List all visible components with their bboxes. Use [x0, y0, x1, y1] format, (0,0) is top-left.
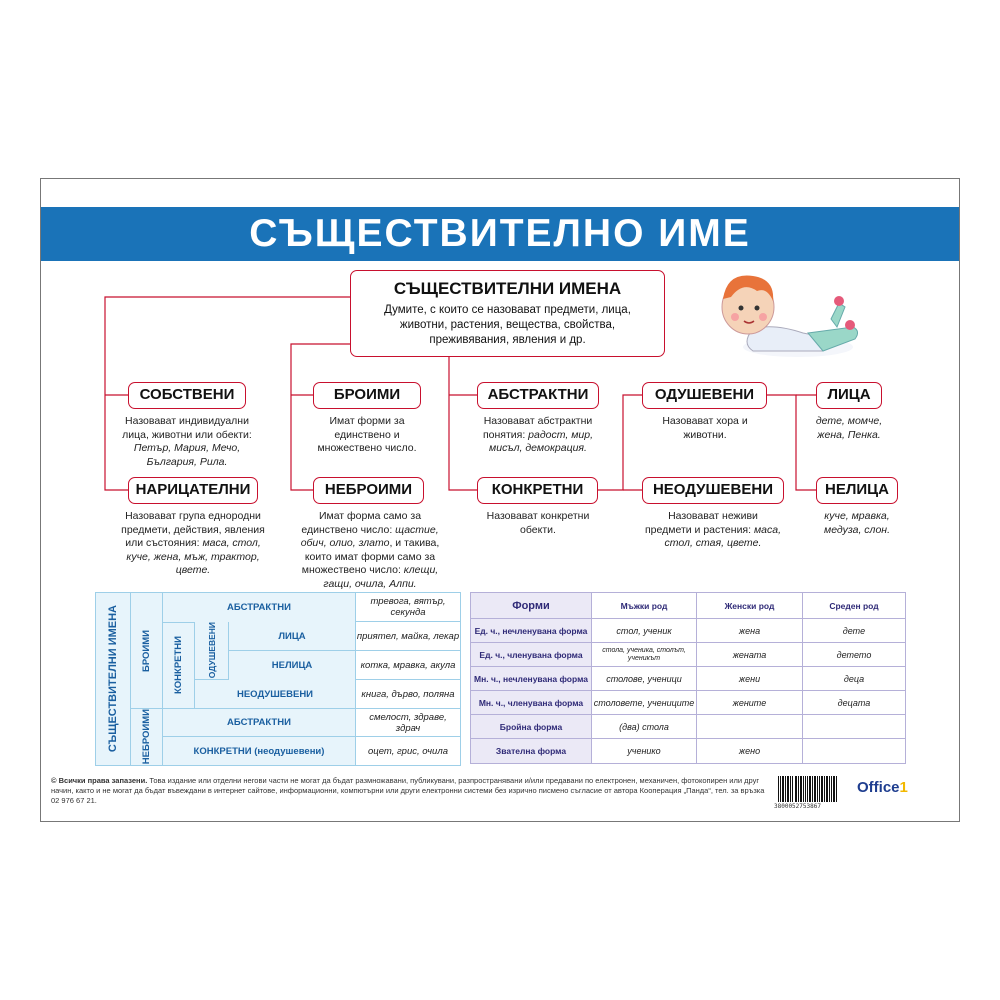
- main-definition-box: [350, 270, 665, 357]
- category-odusheveni: ОДУШЕВЕНИ: [642, 382, 767, 409]
- table2-row-label: Мн. ч., членувана форма: [471, 691, 592, 715]
- desc-nebroimi: Имат форма само за единствено число: щастие, обич, олио, злато, и такива, които имат форми само за множествено число: клещи, гащи, очила, Алпи.: [300, 510, 440, 590]
- table2-cell: дете: [803, 619, 905, 643]
- category-konkretni: КОНКРЕТНИ: [477, 477, 598, 504]
- table2-cell: жените: [697, 691, 803, 715]
- table2-cell: жената: [697, 643, 803, 667]
- barcode: [778, 776, 838, 802]
- table2-row-label: Звателна форма: [471, 739, 592, 763]
- category-lica: ЛИЦА: [816, 382, 882, 409]
- table2-header: Женски род: [697, 593, 803, 619]
- classification-table: [95, 592, 461, 766]
- office1-logo: Office1: [857, 779, 908, 796]
- table2-cell: деца: [803, 667, 905, 691]
- category-naricatelni: НАРИЦАТЕЛНИ: [128, 477, 258, 504]
- category-neodusheveni: НЕОДУШЕВЕНИ: [642, 477, 784, 504]
- table1-nebroimi: НЕБРОИМИ: [131, 709, 163, 765]
- desc-abstraktni: Назовават абстрактни понятия: радост, мир, мисъл, демокрация.: [482, 415, 594, 454]
- boy-illustration: [713, 267, 873, 367]
- table2-cell: столовете, учениците: [592, 691, 697, 715]
- table2-cell: жено: [697, 739, 803, 763]
- desc-neodusheveni: Назовават неживи предмети и растения: маса, стол, стая, цвете.: [644, 510, 782, 549]
- table2-row-label: Бройна форма: [471, 715, 592, 739]
- table2-cell: ученико: [592, 739, 697, 763]
- table1-row-label: ЛИЦА: [229, 622, 356, 651]
- desc-odusheveni: Назовават хора и животни.: [662, 415, 748, 441]
- category-abstraktni: АБСТРАКТНИ: [477, 382, 599, 409]
- category-broimi: БРОИМИ: [313, 382, 421, 409]
- table1-row-label: КОНКРЕТНИ (неодушевени): [163, 737, 356, 765]
- table2-cell: жени: [697, 667, 803, 691]
- table1-example: котка, мравка, акула: [356, 651, 460, 680]
- table1-odusheveni: ОДУШЕВЕНИ: [195, 622, 229, 680]
- table1-konkretni: КОНКРЕТНИ: [163, 622, 195, 709]
- table1-example: приятел, майка, лекар: [356, 622, 460, 651]
- table2-cell: [803, 739, 905, 763]
- main-heading: СЪЩЕСТВИТЕЛНИ ИМЕНА: [393, 279, 622, 298]
- table2-cell: децата: [803, 691, 905, 715]
- copyright-notice: © Всички права запазени. Това издание или отделни негови части не могат да бъдат размножавани, публикувани, разпространявани и/или предавани по електронен, механичен, фотокопирен или друг начин, както и не могат да бъдат въвеждани в интернет сайтове, информационни, компютърни или други електронни системи без изрично писмено съгласие от автора Кооперация „Панда“, тел. за връзка 02 976 67 21.: [51, 776, 765, 805]
- table2-row-label: Мн. ч., нечленувана форма: [471, 667, 592, 691]
- desc-sobstveni: Назовават индивидуални лица, животни или обекти: Петър, Мария, Мечо, България, Рила.: [122, 415, 252, 468]
- category-nelica: НЕЛИЦА: [816, 477, 898, 504]
- desc-naricatelni: Назовават група еднородни предмети, действия, явления или състояния: маса, стол, куче, жена, мъж, трактор, цвете.: [121, 510, 265, 576]
- table2-header: Среден род: [803, 593, 905, 619]
- main-description: Думите, с които се назовават предмети, лица, животни, растения, вещества, свойства, преживявания, явления и др.: [384, 304, 631, 346]
- table2-row-label: Ед. ч., членувана форма: [471, 643, 592, 667]
- table2-cell: стола, ученика, столът, ученикът: [592, 643, 697, 667]
- table2-cell: [697, 715, 803, 739]
- table1-example: книга, дърво, поляна: [356, 680, 460, 709]
- table2-header: Форми: [471, 593, 592, 619]
- table1-row-label: АБСТРАКТНИ: [163, 709, 356, 737]
- table2-header: Мъжки род: [592, 593, 697, 619]
- table1-row-label: НЕЛИЦА: [229, 651, 356, 680]
- table2-cell: стол, ученик: [592, 619, 697, 643]
- table1-broimi: БРОИМИ: [131, 593, 163, 709]
- table1-side-label: СЪЩЕСТВИТЕЛНИ ИМЕНА: [96, 593, 131, 765]
- barcode-number: 3800052753867: [774, 803, 821, 810]
- poster: [40, 178, 960, 822]
- category-sobstveni: СОБСТВЕНИ: [128, 382, 246, 409]
- table2-row-label: Ед. ч., нечленувана форма: [471, 619, 592, 643]
- page-title: СЪЩЕСТВИТЕЛНО ИМЕ: [41, 207, 959, 261]
- table2-cell: жена: [697, 619, 803, 643]
- category-nebroimi: НЕБРОИМИ: [313, 477, 424, 504]
- desc-nelica: куче, мравка, медуза, слон.: [824, 510, 890, 536]
- table1-row-label: АБСТРАКТНИ: [163, 593, 356, 622]
- table2-cell: детето: [803, 643, 905, 667]
- forms-table: [470, 592, 906, 764]
- table1-row-label: НЕОДУШЕВЕНИ: [195, 680, 356, 709]
- table1-example: оцет, грис, очила: [368, 745, 448, 757]
- desc-broimi: Имат форми за единствено и множествено число.: [317, 415, 417, 454]
- table1-example: тревога, вятър, секунда: [356, 593, 460, 622]
- table1-example: смелост, здраве, здрач: [356, 709, 460, 737]
- table2-cell: (два) стола: [592, 715, 697, 739]
- table2-cell: столове, ученици: [592, 667, 697, 691]
- desc-konkretni: Назовават конкретни обекти.: [486, 510, 590, 536]
- table2-cell: [803, 715, 905, 739]
- desc-lica: дете, момче, жена, Пенка.: [815, 415, 883, 441]
